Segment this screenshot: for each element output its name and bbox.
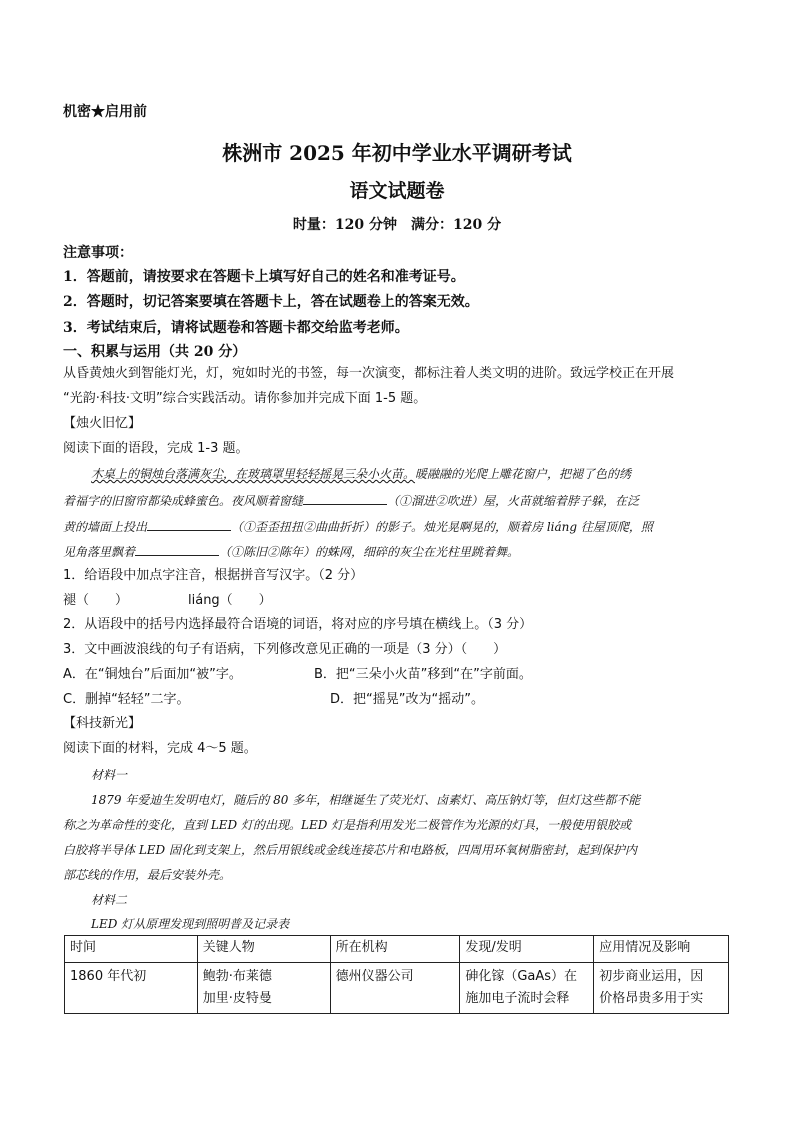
intro-line-1: 从昏黄烛火到智能灯光，灯，宛如时光的书签，每一次演变，都标注着人类文明的进阶。致远学校正在开展 [63,366,675,381]
notice-item-1: 1．答题前，请按要求在答题卡上填写好自己的姓名和准考证号。 [63,269,465,285]
answer-blank-2[interactable] [147,518,231,531]
read-instruction-2: 阅读下面的材料，完成 4～5 题。 [63,741,257,756]
wavy-sentence: 木桌上的铜烛台落满灰尘，在玻璃罩里轻轻摇晃三朵小火苗。 [91,467,416,481]
led-history-table [64,935,729,1014]
passage-text: 暖融融的光爬上雕花窗户，把褪了色的绣 [415,467,632,481]
passage-text: （①歪歪扭扭②曲曲折折）的影子。烛光晃啊晃的，顺着房 liáng 往屋顶爬，照 [231,520,653,534]
passage-text: 着福字的旧窗帘都染成蜂蜜色。夜风顺着窗缝 [63,494,304,508]
question-1-answer-b[interactable]: liáng（ ） [188,593,272,608]
passage-text: （①陈旧②陈年）的蛛网，细碎的灰尘在光柱里跳着舞。 [219,545,520,559]
table-cell: 初步商业运用，因 价格昂贵多用于实 [594,963,729,1014]
question-3: 3．文中画波浪线的句子有语病，下列修改意见正确的一项是（3 分）（ ） [63,642,507,657]
option-b[interactable]: B．把“三朵小火苗”移到“在”字前面。 [314,667,532,682]
secret-label: 机密★启用前 [63,104,147,120]
option-a[interactable]: A．在“铜烛台”后面加“被”字。 [63,667,242,682]
question-1: 1．给语段中加点字注音，根据拼音写汉字。（2 分） [63,568,364,583]
table-header-row [65,936,729,963]
material-2-title: 材料二 [91,893,128,907]
passage-text: （①溜进②吹进）屋，火苗就缩着脖子躲，在泛 [387,494,640,508]
exam-subtitle: 语文试题卷 [349,180,445,202]
table-cell: 鲍勃·布莱德 加里·皮特曼 [197,963,330,1014]
table-caption: LED 灯从原理发现到照明普及记录表 [91,917,290,931]
table-cell: 砷化镓（GaAs）在 施加电子流时会释 [460,963,594,1014]
passage-line-1 [91,465,631,482]
material-1-line-1: 1879 年爱迪生发明电灯，随后的 80 多年，相继诞生了荧光灯、卤素灯、高压钠灯等，但灯这些都不能 [91,793,641,807]
section1-heading: 一、积累与运用（共 20 分） [63,344,247,360]
question-1-answer-a[interactable]: 褪（ ） [63,593,129,608]
exam-title: 株洲市 2025 年初中学业水平调研考试 [222,141,572,165]
option-c[interactable]: C．删掉“轻轻”二字。 [63,692,190,707]
answer-blank-3[interactable] [135,543,219,556]
passage-line-4 [63,543,519,560]
notice-item-3: 3．考试结束后，请将试题卷和答题卡都交给监考老师。 [63,320,409,336]
table-cell: 德州仪器公司 [330,963,460,1014]
option-d[interactable]: D．把“摇晃”改为“摇动”。 [330,692,484,707]
table-cell: 1860 年代初 [65,963,198,1014]
table-header-cell: 关键人物 [197,936,330,963]
table-row [65,963,729,1014]
intro-line-2: “光韵·科技·文明”综合实践活动。请你参加并完成下面 1-5 题。 [63,391,427,406]
notice-item-2: 2．答题时，切记答案要填在答题卡上，答在试题卷上的答案无效。 [63,294,479,310]
table-header-cell: 发现/发明 [460,936,594,963]
table-header-cell: 所在机构 [330,936,460,963]
passage-line-3 [63,518,653,535]
material-1-title: 材料一 [91,768,128,782]
material-1-line-3: 白胶将半导体 LED 固化到支架上，然后用银线或金线连接芯片和电路板，四周用环氧树脂密封，起到保护内 [63,843,637,857]
notice-heading: 注意事项： [63,245,133,261]
table-header-cell: 时间 [65,936,198,963]
table-header-cell: 应用情况及影响 [594,936,729,963]
tag-tech: 【科技新光】 [63,716,142,731]
tag-candle: 【烛火旧忆】 [63,416,142,431]
passage-line-2 [63,492,639,509]
material-1-line-2: 称之为革命性的变化，直到 LED 灯的出现。LED 灯是指利用发光二极管作为光源的灯具，一般使用银胶或 [63,818,632,832]
answer-blank-1[interactable] [303,492,387,505]
passage-text: 见角落里飘着 [63,545,136,559]
time-info: 时量：120 分钟 满分：120 分 [292,217,502,233]
question-2: 2．从语段中的括号内选择最符合语境的词语，将对应的序号填在横线上。（3 分） [63,617,533,632]
read-instruction-1: 阅读下面的语段，完成 1-3 题。 [63,441,249,456]
material-1-line-4: 部芯线的作用，最后安装外壳。 [63,868,232,882]
passage-text: 黄的墙面上投出 [63,520,148,534]
